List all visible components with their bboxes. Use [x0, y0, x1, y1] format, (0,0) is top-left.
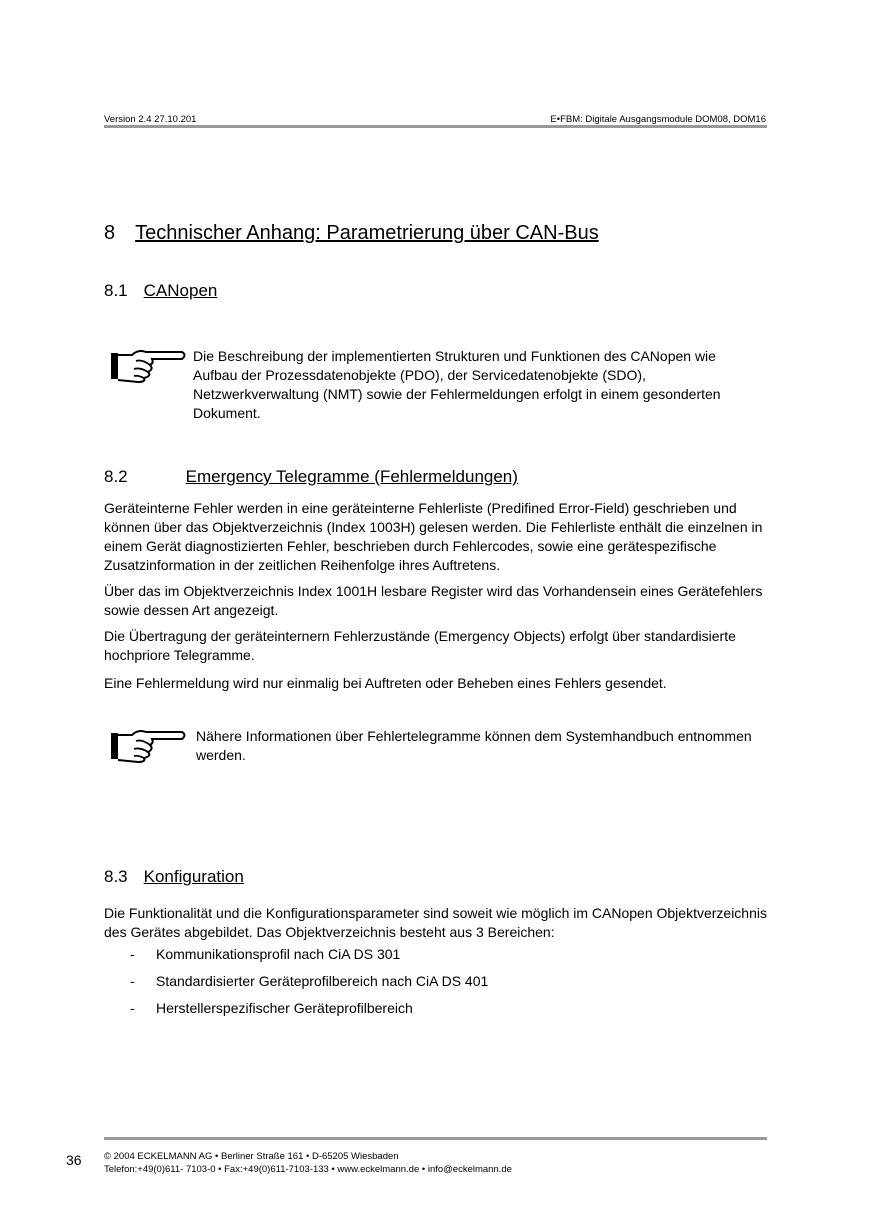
paragraph: Die Übertragung der geräteinternern Fehlerzustände (Emergency Objects) erfolgt über standardisierte hochpriore Telegramme.: [104, 628, 736, 663]
section-8-1-heading: [104, 281, 217, 301]
pointing-hand-icon: [110, 347, 188, 385]
paragraph: Über das im Objektverzeichnis Index 1001H lesbare Register wird das Vorhandensein eines Gerätefehlers sowie dessen Art angezeigt.: [104, 583, 763, 618]
section-title: Konfiguration: [143, 867, 244, 886]
footer-contact: Telefon:+49(0)611- 7103-0 • Fax:+49(0)611-7103-133 • www.eckelmann.de • info@eckelmann.de: [104, 1164, 512, 1175]
section-number: 8.3: [104, 867, 128, 886]
section-title: Emergency Telegramme (Fehlermeldungen): [185, 467, 518, 486]
section-8-2-heading: [104, 467, 518, 487]
note-error-telegrams: Nähere Informationen über Fehlertelegramme können dem Systemhandbuch entnommen werden.: [196, 728, 752, 763]
section-8-3-heading: [104, 867, 244, 887]
list-item-text: Kommunikationsprofil nach CiA DS 301: [156, 946, 401, 962]
list-dash: -: [130, 973, 135, 989]
list-item-text: Herstellerspezifischer Geräteprofilbereich: [156, 1000, 413, 1016]
chapter-heading: [104, 222, 599, 245]
section-number: 8.1: [104, 281, 128, 300]
pointing-hand-icon: [110, 727, 188, 765]
page-number: 36: [66, 1152, 82, 1168]
paragraph: Geräteinterne Fehler werden in eine geräteinterne Fehlerliste (Predifined Error-Field) geschrieben und können über das Objektverzeichnis (Index 1003H) gelesen werden. Die Fehlerliste enthält die einzelnen in einem Gerät diagnostizierten Fehler, beschrieben durch Fehlercodes, sowie eine gerätespezifische Zusatzinformation in der zeitlichen Reihenfolge ihres Auftretens.: [104, 500, 763, 573]
section-title: CANopen: [143, 281, 218, 300]
list-item: [130, 946, 400, 962]
list-dash: -: [130, 1000, 135, 1016]
header-version: Version 2.4 27.10.201: [104, 114, 197, 125]
list-item: [130, 973, 488, 989]
list-item: [130, 1000, 413, 1016]
header-title: E•FBM: Digitale Ausgangsmodule DOM08, DOM16: [550, 114, 766, 125]
section-number: 8.2: [104, 467, 128, 486]
footer-address: © 2004 ECKELMANN AG • Berliner Straße 161 • D-65205 Wiesbaden: [104, 1151, 399, 1162]
list-dash: -: [130, 946, 135, 962]
chapter-title: Technischer Anhang: Parametrierung über CAN-Bus: [135, 222, 599, 244]
paragraph: Die Funktionalität und die Konfigurationsparameter sind soweit wie möglich im CANopen Objektverzeichnis des Gerätes abgebildet. Das Objektverzeichnis besteht aus 3 Bereichen:: [104, 905, 767, 940]
header-rule: [104, 125, 767, 128]
paragraph: Eine Fehlermeldung wird nur einmalig bei Auftreten oder Beheben eines Fehlers gesendet.: [104, 675, 667, 691]
note-canopen: Die Beschreibung der implementierten Strukturen und Funktionen des CANopen wie Aufbau der Prozessdatenobjekte (PDO), der Servicedatenobjekte (SDO), Netzwerkverwaltung (NMT) sowie der Fehlermeldungen erfolgt in einem gesonderten Dokument.: [193, 348, 721, 421]
chapter-number: 8: [104, 222, 116, 244]
list-item-text: Standardisierter Geräteprofilbereich nach CiA DS 401: [156, 973, 489, 989]
footer-rule: [104, 1137, 767, 1140]
